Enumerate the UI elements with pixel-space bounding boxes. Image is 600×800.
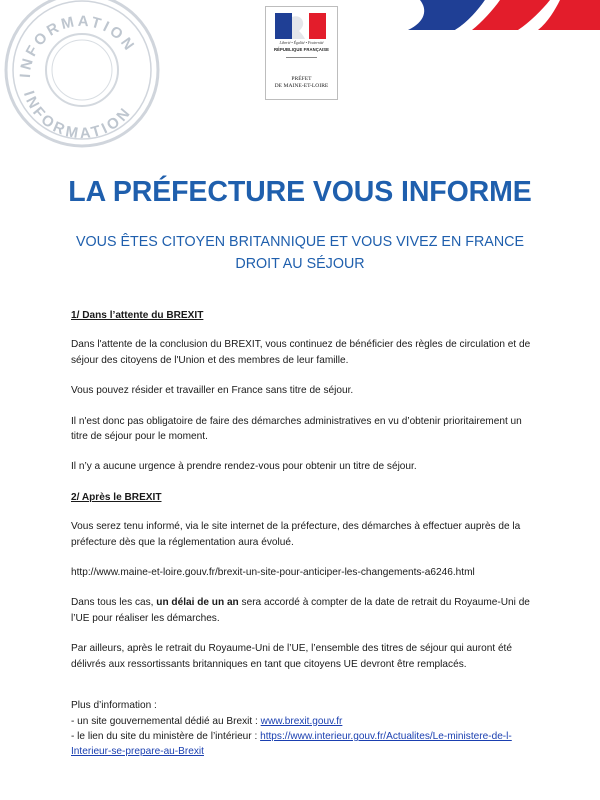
section2-url: http://www.maine-et-loire.gouv.fr/brexit-un-site-pour-anticiper-les-changements-a6246.html [71,567,475,579]
more-info-item-2 [71,729,531,760]
section2-heading: 2/ Après le BREXIT [71,491,162,503]
page-title: LA PRÉFECTURE VOUS INFORME [68,176,532,208]
section1-paragraph-1: Dans l'attente de la conclusion du BREXIT, vous continuez de bénéficier des règles de circulation et de séjour des citoyens de l'Union et des membres de leur famille. [71,339,531,366]
flag-stripes [400,0,600,30]
prefect-text: PRÉFET DE MAINE-ET-LOIRE [274,76,329,89]
logo-divider [286,57,317,58]
stamp-bottom-text: INFORMATION [19,88,136,143]
brexit-gouv-link[interactable]: www.brexit.gouv.fr [260,715,343,727]
svg-text:INFORMATION [17,13,139,79]
interieur-gouv-link[interactable]: https://www.interieur.gouv.fr/Actualites/Le-ministere-de-l-Interieur-se-prepare-au-Brexit [71,730,512,758]
section1-paragraph-4: Il n’y a aucune urgence à prendre rendez-vous pour obtenir un titre de séjour. [71,461,417,473]
section2-p3-after: sera accordé à compter de la date de retrait du Royaume-Uni de l’UE pour réaliser les démarches. [71,597,530,624]
subtitle-line-2: DROIT AU SÉJOUR [235,256,365,272]
more-info-item-2-text: - le lien du site du ministère de l’intérieur : [71,730,261,742]
more-info-label: Plus d’information : [71,700,157,712]
information-stamp [0,0,170,170]
section1-paragraph-3: Il n'est donc pas obligatoire de faire des démarches administratives en vu d’obtenir prioritairement un titre de séjour pour le moment. [71,415,522,443]
subtitle-line-1: VOUS ÊTES CITOYEN BRITANNIQUE ET VOUS VIVEZ EN FRANCE [75,234,525,250]
prefecture-logo [265,6,338,100]
more-info-item-1-text: - un site gouvernemental dédié au Brexit : [71,715,261,727]
section2-p3-bold: un délai de un an [156,597,239,609]
svg-text:INFORMATION [20,89,135,142]
more-info-item-1 [71,714,531,729]
section2-p3-before: Dans tous les cas, [71,597,157,609]
section1-paragraph-2: Vous pouvez résider et travailler en France sans titre de séjour. [71,385,354,397]
section1-heading: 1/ Dans l’attente du BREXIT [71,310,204,321]
marianne-icon [275,13,326,39]
section2-paragraph-4: Par ailleurs, après le retrait du Royaume-Uni de l’UE, l’ensemble des titres de séjour qui auront été délivrés aux ressortissants britanniques en tant que citoyens UE devront être remplacés. [71,643,512,670]
section2-paragraph-3 [71,595,531,626]
section2-paragraph-1: Vous serez tenu informé, via le site internet de la préfecture, des démarches à effectuer auprès de la préfecture dès que la réglementation aura évolué. [71,521,521,548]
document-body [71,308,531,760]
stamp-top-text: INFORMATION [16,12,139,79]
republic-text: RÉPUBLIQUE FRANÇAISE [273,47,330,52]
motto-text: Liberté • Égalité • Fraternité [279,41,324,45]
